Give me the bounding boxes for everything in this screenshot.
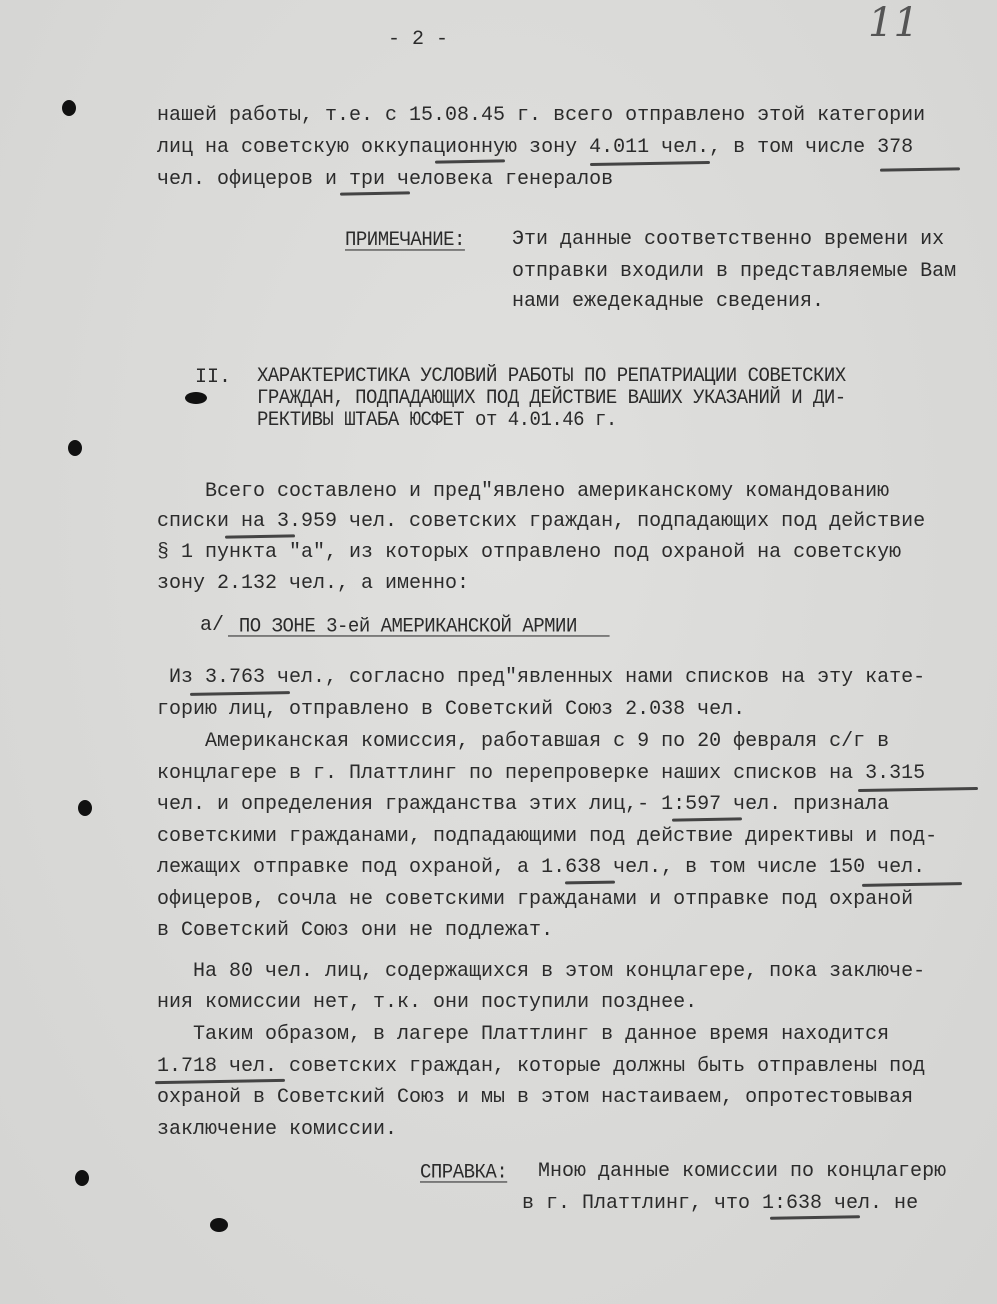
pen-underline: [858, 787, 978, 792]
text-line: 1.718 чел. советских граждан, которые должны быть отправлены под: [157, 1055, 926, 1078]
pen-underline: [672, 817, 742, 821]
text-line: Из 3.763 чел., согласно пред"явленных нами списков на эту кате-: [157, 666, 926, 689]
pen-underline: [862, 882, 962, 887]
pen-underline: [435, 159, 505, 163]
heading-line: ХАРАКТЕРИСТИКА УСЛОВИЙ РАБОТЫ ПО РЕПАТРИАЦИИ СОВЕТСКИХ: [257, 364, 846, 388]
pen-underline: [590, 161, 710, 166]
subheading-prefix: а/: [200, 614, 225, 637]
text-line: списки на 3.959 чел. советских граждан, подпадающих под действие: [157, 510, 926, 533]
text-line: На 80 чел. лиц, содержащихся в этом концлагере, пока заключе-: [157, 960, 926, 983]
text-line: офицеров, сочла не советскими гражданами и отправке под охраной: [157, 888, 914, 911]
pen-underline: [225, 534, 295, 538]
text-line: чел. и определения гражданства этих лиц,- 1:597 чел. признала: [157, 793, 890, 816]
text-line: в г. Платтлинг, что 1:638 чел. не: [522, 1192, 919, 1215]
text-line: горию лиц, отправлено в Советский Союз 2.038 чел.: [157, 698, 746, 721]
ink-blot: [210, 1218, 228, 1232]
text-line: в Советский Союз они не подлежат.: [157, 919, 554, 942]
reference-label: СПРАВКА:: [420, 1160, 508, 1184]
text-line: Американская комиссия, работавшая с 9 по 20 февраля с/г в: [157, 730, 890, 753]
punch-hole-mark: [62, 100, 76, 116]
text-line: § 1 пункта "а", из которых отправлено под охраной на советскую: [157, 541, 902, 564]
ink-blot: [185, 392, 207, 404]
text-line: отправки входили в представляемые Вам: [512, 260, 957, 283]
text-line: ния комиссии нет, т.к. они поступили позднее.: [157, 991, 698, 1014]
text-line: лежащих отправке под охраной, а 1.638 чел., в том числе 150 чел.: [157, 856, 926, 879]
text-line: Таким образом, в лагере Платтлинг в данное время находится: [157, 1023, 890, 1046]
text-line: чел. офицеров и три человека генералов: [157, 168, 614, 191]
text-line: зону 2.132 чел., а именно:: [157, 572, 470, 595]
section-number: II.: [195, 366, 232, 389]
text-line: советскими гражданами, подпадающими под действие директивы и под-: [157, 825, 938, 848]
text-line: лиц на советскую оккупационную зону 4.011 чел., в том числе 378: [157, 136, 914, 159]
text-line: охраной в Советский Союз и мы в этом настаиваем, опротестовывая: [157, 1086, 914, 1109]
text-line: концлагере в г. Платтлинг по перепроверке наших списков на 3.315: [157, 762, 926, 785]
text-line: Мною данные комиссии по концлагерю: [538, 1160, 947, 1183]
text-line: нами ежедекадные сведения.: [512, 290, 825, 313]
pen-underline: [340, 191, 410, 195]
pen-underline: [880, 167, 960, 171]
punch-hole-mark: [68, 440, 82, 456]
pen-underline: [155, 1079, 285, 1084]
punch-hole-mark: [78, 800, 92, 816]
punch-hole-mark: [75, 1170, 89, 1186]
text-line: Всего составлено и пред"явлено американскому командованию: [157, 480, 890, 503]
handwritten-folio: 11: [868, 0, 919, 46]
page-number: - 2 -: [388, 28, 449, 51]
text-line: заключение комиссии.: [157, 1118, 398, 1141]
text-line: нашей работы, т.е. с 15.08.45 г. всего отправлено этой категории: [157, 104, 926, 127]
subheading-text: ПО ЗОНЕ 3-ей АМЕРИКАНСКОЙ АРМИИ: [228, 614, 610, 638]
pen-underline: [190, 691, 290, 696]
heading-line: РЕКТИВЫ ШТАБА ЮСФЕТ от 4.01.46 г.: [257, 408, 617, 432]
text-line: Эти данные соответственно времени их: [512, 228, 945, 251]
pen-underline: [770, 1215, 860, 1220]
heading-line: ГРАЖДАН, ПОДПАДАЮЩИХ ПОД ДЕЙСТВИЕ ВАШИХ УКАЗАНИЙ И ДИ-: [257, 386, 846, 410]
pen-underline: [565, 881, 615, 885]
note-label: ПРИМЕЧАНИЕ:: [345, 228, 465, 252]
